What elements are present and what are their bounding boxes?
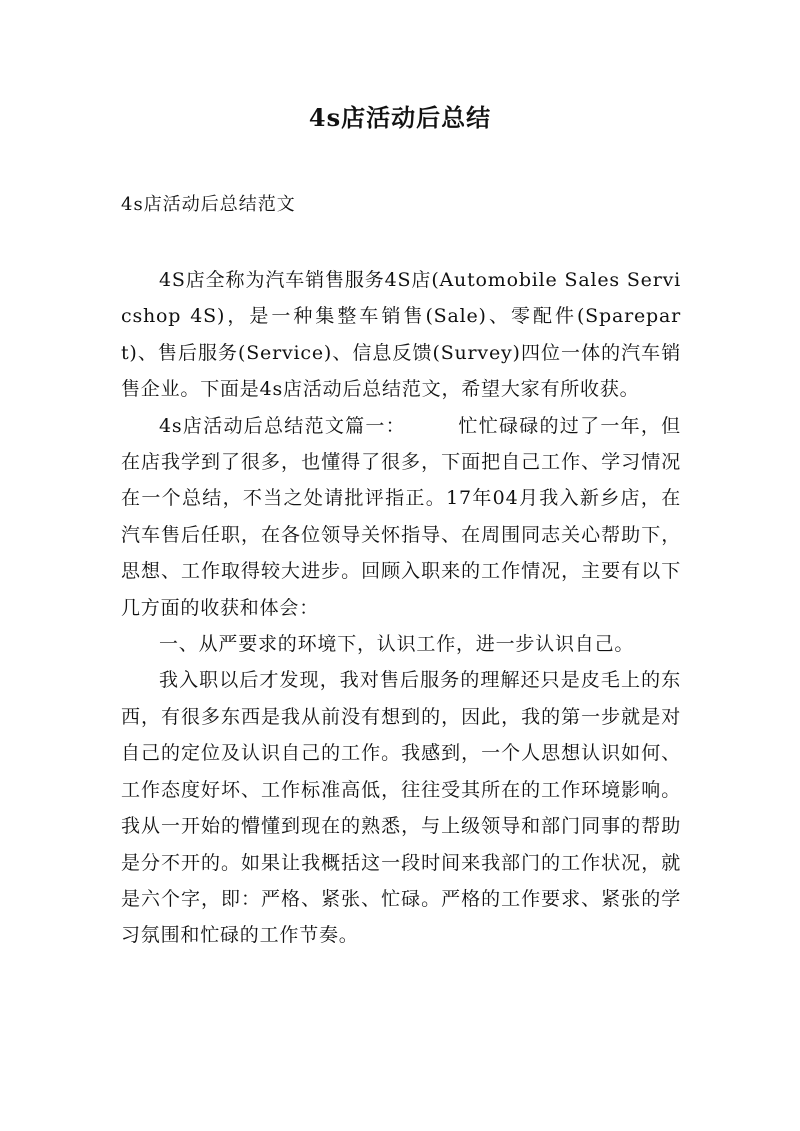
section-one-heading: 4s店活动后总结范文篇一： <box>159 414 406 437</box>
intro-paragraph: 4S店全称为汽车销售服务4S店(Automobile Sales Servicshop 4S)，是一种集整车销售(Sale)、零配件(Sparepart)、售后服务(Service)、信息反馈(Survey)四位一体的汽车销售企业。下面是4s店活动后总结范文，希望大家有所收获。 <box>121 269 681 401</box>
section-one-paragraph <box>121 408 681 626</box>
point-one-paragraph: 我入职以后才发现，我对售后服务的理解还只是皮毛上的东西，有很多东西是我从前没有想到的，因此，我的第一步就是对自己的定位及认识自己的工作。我感到，一个人思想认识如何、工作态度好坏、工作标准高低，往往受其所在的工作环境影响。我从一开始的懵懂到现在的熟悉，与上级领导和部门同事的帮助是分不开的。如果让我概括这一段时间来我部门的工作状况，就是六个字，即：严格、紧张、忙碌。严格的工作要求、紧张的学习氛围和忙碌的工作节奏。 <box>121 669 681 947</box>
document-subtitle: 4s店活动后总结范文 <box>121 194 296 215</box>
document-title: 4s店活动后总结 <box>308 103 492 132</box>
section-one-text: 忙忙碌碌的过了一年，但在店我学到了很多，也懂得了很多，下面把自己工作、学习情况在一个总结，不当之处请批评指正。17年04月我入新乡店，在汽车售后任职，在各位领导关怀指导、在周围同志关心帮助下，思想、工作取得较大进步。回顾入职来的工作情况，主要有以下几方面的收获和体会： <box>121 414 681 619</box>
point-one-heading: 一、从严要求的环境下，认识工作，进一步认识自己。 <box>159 633 635 656</box>
document-body <box>121 262 681 954</box>
